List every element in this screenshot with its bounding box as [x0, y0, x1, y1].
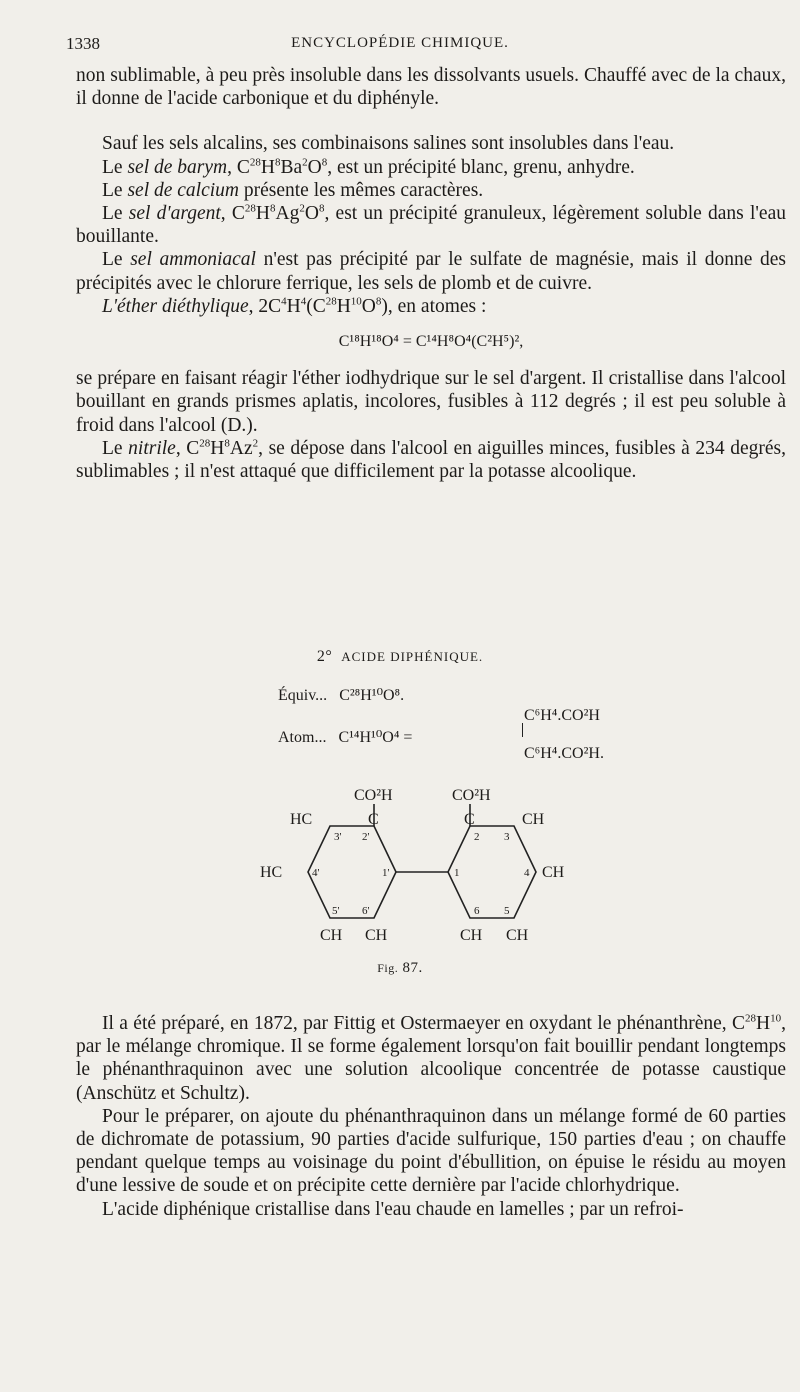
paragraph-barium-salt: Le sel de barym, $C^{28}H^8Ba^2O^8$, est un précipité blanc, grenu, anhydre.	[102, 156, 635, 178]
ch-label-mid-right: CH	[542, 864, 565, 881]
paragraph-preparation-method: Pour le préparer, on ajoute du phénanthraquinon dans un mélange formé de 60 parties de dichromate de potassium, 90 parties d'acide sulfurique, 150 parties d'eau ; on chauffe pendant quelque temps au voisinage du point d'ébullition, on épuise le résidu au moyen d'une lessive de soude et on précipite cette dernière par l'acide chlorhydrique.	[76, 1105, 786, 1197]
position-label: 3	[504, 831, 510, 843]
position-label: 3'	[334, 831, 342, 843]
paragraph-silver-salt: Le sel d'argent, $C^{28}H^8Ag^2O^8$, est un précipité granuleux, légèrement soluble dans l'eau bouillante.	[76, 202, 786, 248]
equiv-label: Équiv...	[278, 687, 328, 704]
hc-label-top: HC	[290, 811, 313, 828]
position-label: 5'	[332, 905, 340, 917]
paragraph-nitrile: Le nitrile, $C^{28}H^8Az^2$, se dépose dans l'alcool en aiguilles minces, fusibles à 234 degrés, sublimables ; il n'est attaqué que difficilement par la potasse alcoolique.	[76, 437, 786, 483]
c-label-right: C	[464, 811, 475, 828]
paragraph: non sublimable, à peu près insoluble dans les dissolvants usuels. Chauffé avec de la chaux, il donne de l'acide carbonique et du diphényle.	[76, 65, 786, 110]
atom-formula-top: C⁶H⁴.CO²H	[524, 707, 600, 724]
position-label: 1	[454, 867, 460, 879]
ch-label-bottom: CH	[506, 927, 529, 944]
paragraph-preparation-history: Il a été préparé, en 1872, par Fittig et Ostermaeyer en oxydant le phénanthrène, $C^{28}H^{10}$, par le mélange chromique. Il se forme également lorsqu'on fait bouillir pendant longtemps le phénanthraquinon avec une solution alcoolique concentrée de potasse caustique (Anschütz et Schultz).	[76, 1012, 786, 1104]
page-number: 1338	[66, 34, 100, 53]
atom-equation: C¹⁸H¹⁸O⁴ = C¹⁴H⁸O⁴(C²H⁵)²,	[338, 333, 524, 351]
position-label: 6'	[362, 905, 370, 917]
position-label: 4'	[312, 867, 320, 879]
right-benzene-ring	[448, 826, 536, 918]
paragraph-ammonium-salt: Le sel ammoniacal n'est pas précipité par le sulfate de magnésie, mais il donne des précipités avec le chlorure ferrique, les sels de plomb et de cuivre.	[76, 249, 786, 294]
position-label: 6	[474, 905, 480, 917]
position-label: 2	[474, 831, 480, 843]
equiv-formula: C²⁸H¹⁰O⁸.	[339, 687, 405, 704]
paragraph-diethyl-ether: L'éther diéthylique, $2C^4H^4(C^{28}H^{10}O^8)$, en atomes :	[102, 295, 487, 317]
running-title: ENCYCLOPÉDIE CHIMIQUE.	[291, 35, 509, 51]
position-label: 5	[504, 905, 510, 917]
paragraph: se prépare en faisant réagir l'éther iodhydrique sur le sel d'argent. Il cristallise dans l'alcool bouillant en grands prismes aplatis, incolores, fusibles à 112 degrés ; il est peu soluble à froid dans l'alcool (D.).	[76, 368, 786, 436]
ch-label-top-right: CH	[522, 811, 545, 828]
position-label: 1'	[382, 867, 390, 879]
position-label: 4	[524, 867, 530, 879]
paragraph: Sauf les sels alcalins, ses combinaisons salines sont insolubles dans l'eau.	[102, 133, 675, 155]
atom-formula-bottom: C⁶H⁴.CO²H.	[524, 745, 604, 762]
ch-label-bottom: CH	[320, 927, 343, 944]
c-label-left: C	[368, 811, 379, 828]
ch-label-bottom: CH	[365, 927, 388, 944]
text-block-bottom	[76, 1012, 786, 1221]
paragraph-crystallisation: L'acide diphénique cristallise dans l'eau chaude en lamelles ; par un refroi-	[102, 1198, 684, 1220]
diphenic-acid-structure-figure	[250, 780, 580, 960]
figure-caption: Fig. 87.	[377, 960, 423, 976]
section-title: 2° ACIDE DIPHÉNIQUE.	[316, 648, 484, 665]
ch-label-bottom: CH	[460, 927, 483, 944]
paragraph-calcium-salt: Le sel de calcium présente les mêmes caractères.	[102, 179, 484, 201]
hc-label-mid: HC	[260, 864, 283, 881]
structure-diagram	[250, 780, 580, 960]
co2h-label-right: CO²H	[452, 787, 491, 804]
atom-label: Atom...	[278, 729, 327, 746]
position-label: 2'	[362, 831, 370, 843]
co2h-label-left: CO²H	[354, 787, 393, 804]
bond-line	[522, 723, 524, 737]
text-block-top	[76, 64, 786, 483]
atom-formula: C¹⁴H¹⁰O⁴ =	[338, 729, 413, 746]
